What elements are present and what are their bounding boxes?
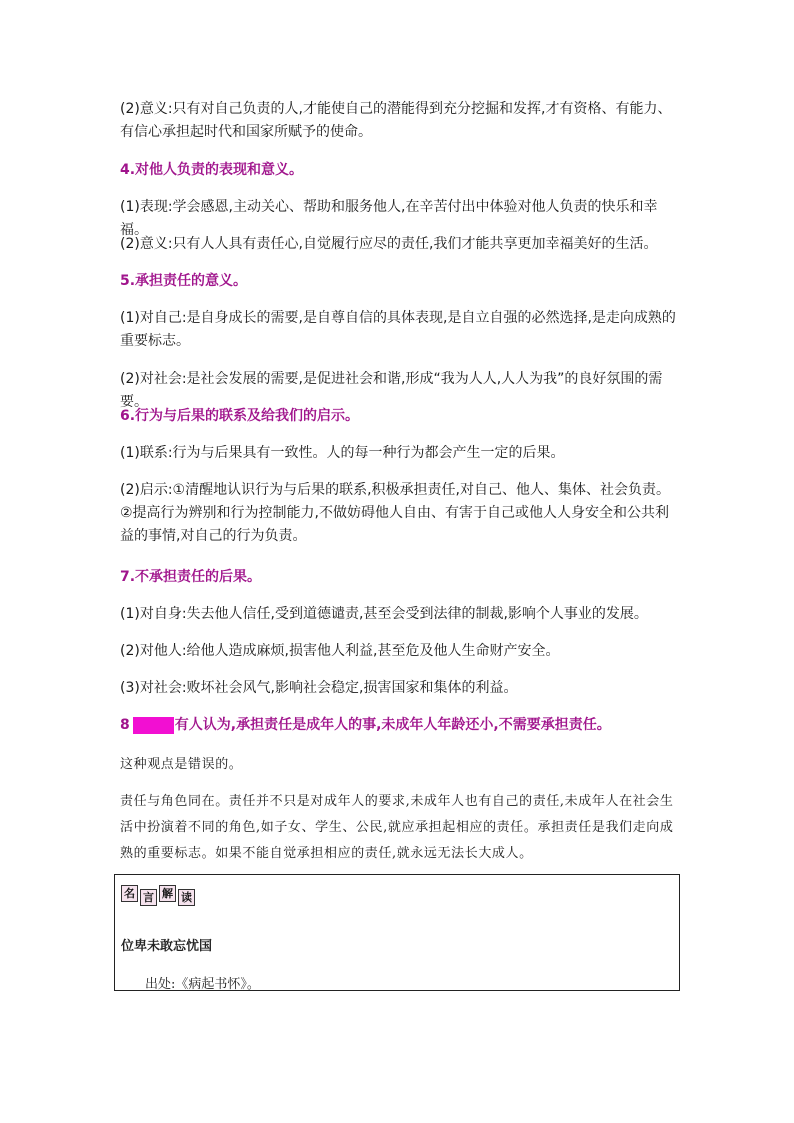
badge-char: 言 [140,889,157,906]
badge-char: 解 [159,885,176,902]
quote-title: 位卑未敢忘忧国 [121,939,213,954]
paragraph-others-expression: (1)表现:学会感恩,主动关心、帮助和服务他人,在辛苦付出中体验对他人负责的快乐和幸福。 [120,199,658,238]
paragraph-responsibility-self-meaning: (2)意义:只有对自己负责的人,才能使自己的潜能得到充分挖掘和发挥,才有资格、有能力、有信心承担起时代和国家所赋予的使命。 [120,101,672,140]
paragraph-connection: (1)联系:行为与后果具有一致性。人的每一种行为都会产生一定的后果。 [120,445,565,461]
paragraph-meaning-society: (2)对社会:是社会发展的需要,是促进社会和谐,形成“我为人人,人人为我”的良好氛围的需要。 [120,371,663,410]
paragraph-consequence-others: (2)对他人:给他人造成麻烦,损害他人利益,甚至危及他人生命财产安全。 [120,643,560,659]
quote-badges [121,885,195,906]
heading-6: 6.行为与后果的联系及给我们的启示。 [120,408,360,424]
question-number: 8 [120,717,130,733]
heading-7: 7.不承担责任的后果。 [120,569,262,585]
question-8 [120,714,680,737]
paragraph-others-meaning: (2)意义:只有人人具有责任心,自觉履行应尽的责任,我们才能共享更加幸福美好的生活。 [120,236,658,252]
paragraph-consequence-society: (3)对社会:败坏社会风气,影响社会稳定,损害国家和集体的利益。 [120,680,518,696]
badge-char: 读 [178,889,195,906]
paragraph-consequence-self: (1)对自身:失去他人信任,受到道德谴责,甚至会受到法律的制裁,影响个人事业的发展。 [120,606,648,622]
quote-source: 出处:《病起书怀》。 [145,977,260,992]
badge-char: 名 [121,885,138,902]
heading-5: 5.承担责任的意义。 [120,273,248,289]
paragraph-meaning-self: (1)对自己:是自身成长的需要,是自尊自信的具体表现,是自立自强的必然选择,是走向成熟的重要标志。 [120,310,676,349]
highlight-mark [133,717,174,734]
question-text: 有人认为,承担责任是成年人的事,未成年人年龄还小,不需要承担责任。 [174,717,611,733]
answer-paragraph: 责任与角色同在。责任并不只是对成年人的要求,未成年人也有自己的责任,未成年人在社会生活中扮演着不同的角色,如子女、学生、公民,就应承担起相应的责任。承担责任是我们走向成熟的重要标志。如果不能自觉承担相应的责任,就永远无法长大成人。 [120,794,674,861]
paragraph-enlightenment: (2)启示:①清醒地认识行为与后果的联系,积极承担责任,对自己、他人、集体、社会负责。②提高行为辨别和行为控制能力,不做妨碍他人自由、有害于自己或他人人身安全和公共利益的事情,对自己的行为负责。 [120,482,670,544]
quote-box [114,874,680,991]
answer-line-1: 这种观点是错误的。 [120,757,243,772]
heading-4: 4.对他人负责的表现和意义。 [120,162,304,178]
